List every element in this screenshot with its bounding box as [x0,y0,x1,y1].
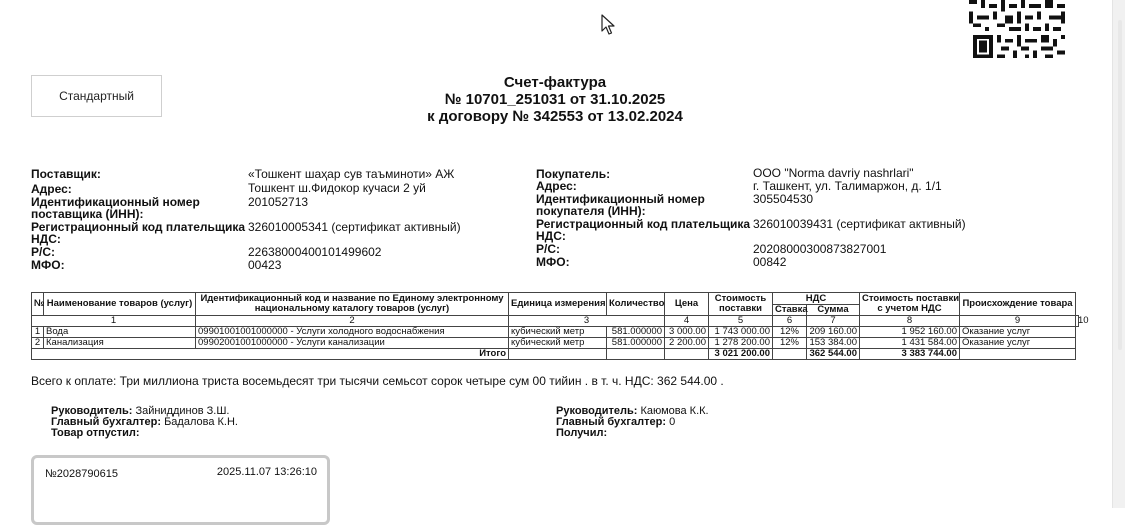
col-header-total-line1: Стоимость поставки [862,293,960,304]
row-no: 1 [32,327,44,338]
row-total: 1 431 584.00 [860,338,960,349]
row-name: Канализация [44,338,196,349]
buyer-label: Покупатель: [536,167,611,181]
stamp-datetime: 2025.11.07 13:26:10 [216,466,317,478]
supplier-account: 22638000400101499602 [248,245,382,259]
empty-cell [607,349,665,360]
left-head-name: Зайниддинов З.Ш. [135,405,230,417]
col-number-10: 10 [1076,316,1079,327]
buyer-rs-label: Р/С: [536,242,560,256]
total-label: Итого [32,349,509,360]
supplier-vat-label-1: Регистрационный код плательщика [31,220,246,234]
supplier-mfo-label: МФО: [31,258,65,272]
invoice-title-line1: Счет-фактура [503,74,607,91]
buyer-account: 20208000300873827001 [753,242,887,256]
row-cost: 1 278 200.00 [709,338,773,349]
row-code: 09902001001000000 - Услуги канализации [196,338,509,349]
column-number-row [32,316,1079,327]
row-qty: 581.000000 [607,327,665,338]
supplier-rs-label: Р/С: [31,245,55,259]
supplier-address-label: Адрес: [31,182,72,196]
row-unit: кубический метр [509,327,607,338]
buyer-vat-code: 326010039431 (сертификат активный) [753,217,966,231]
invoice-title [355,74,755,125]
col-header-vat: НДС [773,293,860,305]
digital-signature-stamp [31,455,330,525]
row-unit: кубический метр [509,338,607,349]
col-header-cost-line2: поставки [718,303,763,314]
scrollbar-thumb[interactable] [1118,20,1122,350]
buyer-mfo: 00842 [753,255,787,269]
table-row [32,338,1079,349]
supplier-vat-code: 326010005341 (сертификат активный) [248,220,461,234]
released-label: Товар отпустил: [51,427,140,439]
table-row [32,327,1079,338]
buyer-address: г. Ташкент, ул. Талимаржон, д. 1/1 [753,179,942,193]
supplier-inn: 201052713 [248,195,309,209]
col-number-2: 2 [196,316,509,327]
row-origin: Оказание услуг [960,327,1076,338]
buyer-vat-label-1: Регистрационный код плательщика [536,217,751,231]
right-accountant-name: 0 [669,416,676,428]
row-cost: 1 743 000.00 [709,327,773,338]
total-cost: 3 021 200.00 [709,349,773,360]
buyer-mfo-label: МФО: [536,255,570,269]
empty-cell [509,349,607,360]
row-name: Вода [44,327,196,338]
row-vat-rate: 12% [773,338,807,349]
col-number-4: 4 [665,316,709,327]
right-received-signature [556,428,607,439]
supplier-vat-label-2: НДС: [31,232,61,246]
col-header-total [860,293,960,316]
row-no: 2 [32,338,44,349]
col-header-qty: Количество [607,293,665,316]
buyer-name: ООО "Norma davriy nashrlari" [753,166,914,180]
left-accountant-name: Бадалова К.Н. [164,416,238,428]
col-header-cost [709,293,773,316]
col-header-no: № [32,293,44,316]
supplier-label: Поставщик: [31,167,101,181]
col-number-7: 7 [807,316,860,327]
col-header-code [196,293,509,316]
col-header-vat-rate: Ставка [773,305,807,316]
invoice-number: № 10701_251031 от 31.10.2025 [444,91,666,108]
supplier-inn-label-2: поставщика (ИНН): [31,207,144,221]
supplier-name: «Тошкент шаҳар сув таъминоти» АЖ [248,167,455,181]
supplier-mfo: 00423 [248,258,282,272]
col-header-code-line2: национальному каталогу товаров (услуг) [254,303,450,314]
buyer-vat-label-2: НДС: [536,229,566,243]
buyer-inn: 305504530 [753,192,814,206]
empty-cell [960,349,1076,360]
col-header-vat-sum: Сумма [807,305,860,316]
buyer-inn-label-2: покупателя (ИНН): [536,204,646,218]
row-price: 3 000.00 [665,327,709,338]
empty-cell [665,349,709,360]
col-header-unit: Единица измерения [509,293,607,316]
total-in-words: Всего к оплате: Три миллиона триста восемьдесят три тысячи семьсот сорок четыре сум 00 тийин . в т. ч. НДС: 362 544.00 . [31,374,724,388]
empty-cell [773,349,807,360]
supplier-inn-label-1: Идентификационный номер [31,195,200,209]
row-qty: 581.000000 [607,338,665,349]
mouse-cursor-icon [601,14,617,36]
supplier-address: Тошкент ш.Фидокор кучаси 2 уй [248,181,426,195]
row-vat-sum: 153 384.00 [807,338,860,349]
buyer-address-label: Адрес: [536,179,577,193]
right-head-name: Каюмова К.К. [640,405,709,417]
right-head-label: Руководитель: [556,405,638,417]
col-number-8: 8 [860,316,960,327]
row-price: 2 200.00 [665,338,709,349]
total-sum: 3 383 744.00 [860,349,960,360]
row-vat-rate: 12% [773,327,807,338]
col-header-name: Наименование товаров (услуг) [44,293,196,316]
col-header-origin: Происхождение товара [960,293,1076,316]
row-code: 09901001001000000 - Услуги холодного водоснабжения [196,327,509,338]
standard-view-button[interactable]: Стандартный [31,75,162,117]
total-vat: 362 544.00 [807,349,860,360]
row-total: 1 952 160.00 [860,327,960,338]
left-released-signature [51,428,140,439]
col-number-6: 6 [773,316,807,327]
col-number-3: 3 [509,316,665,327]
col-number-5: 5 [709,316,773,327]
received-label: Получил: [556,427,608,439]
right-accountant-label: Главный бухгалтер: [556,416,667,428]
col-header-code-line1: Идентификационный код и название по Единому электронному [200,293,504,304]
col-number-9: 9 [960,316,1076,327]
left-head-label: Руководитель: [51,405,133,417]
col-number-1: 1 [32,316,196,327]
left-accountant-label: Главный бухгалтер: [51,416,162,428]
stamp-number: №2028790615 [45,468,118,480]
invoice-table [31,292,1089,360]
table-total-row [32,349,1079,360]
row-origin: Оказание услуг [960,338,1076,349]
row-vat-sum: 209 160.00 [807,327,860,338]
contract-reference: к договору № 342553 от 13.02.2024 [427,108,683,125]
buyer-inn-label-1: Идентификационный номер [536,192,705,206]
qr-code-icon [969,0,1069,62]
col-header-price: Цена [665,293,709,316]
col-header-total-line2: с учетом НДС [877,303,942,314]
col-header-cost-line1: Стоимость [714,293,767,304]
